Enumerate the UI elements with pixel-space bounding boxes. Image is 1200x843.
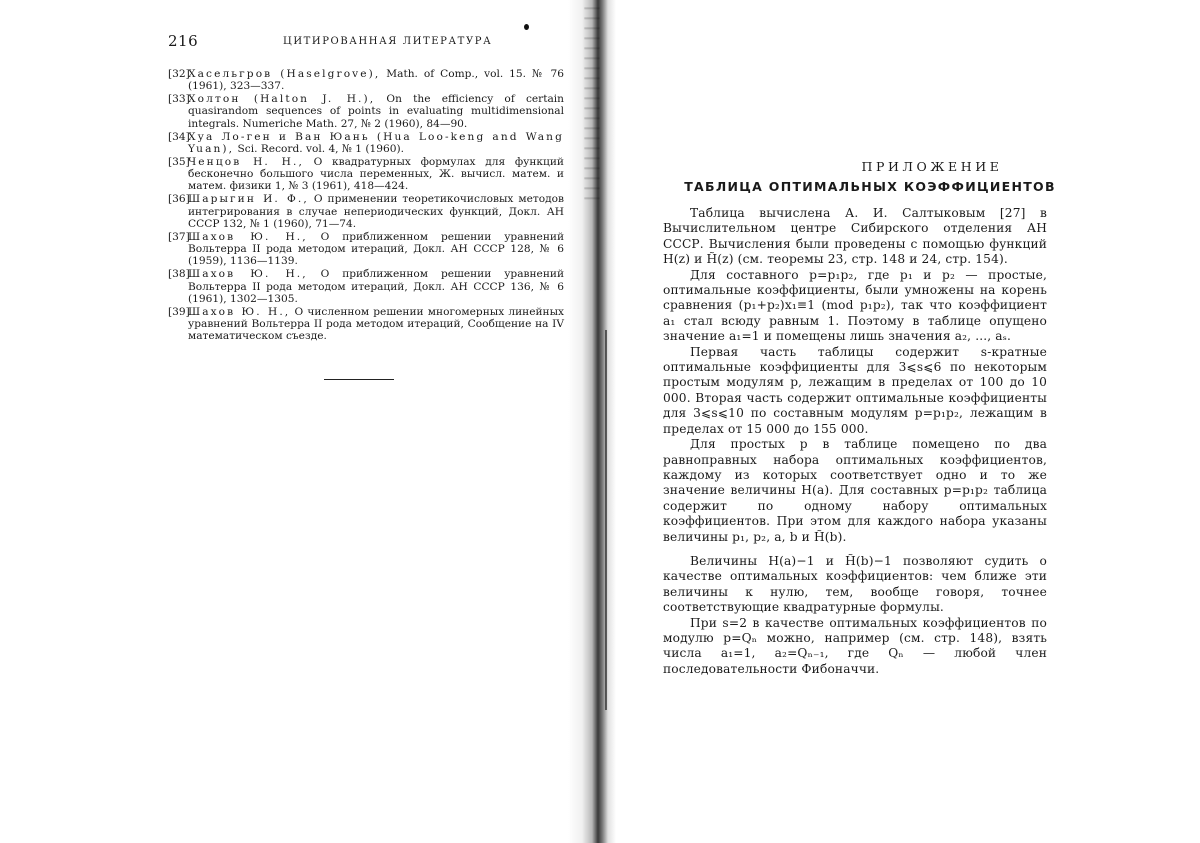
reference-item xyxy=(168,193,564,230)
appendix-body xyxy=(663,206,1047,677)
reference-item xyxy=(168,131,564,156)
body-paragraph: Для составного p=p₁p₂, где p₁ и p₂ — простые, оптимальные коэффициенты, были умножены на корень сравнения (p₁+p₂)x₁≡1 (mod p₁p₂), так что коэффициент a₁ стал всюду равным 1. Поэтому в таблице опущено значение a₁=1 и помещены лишь значения a₂, ..., aₛ. xyxy=(663,267,1047,344)
reference-item xyxy=(168,231,564,268)
reference-text: О приближенном решении уравнений Вольтерра II рода методом итераций, Докл. АН СССР 136, № 6 (1961), 1302—1305. xyxy=(188,268,565,305)
reference-number: [35] xyxy=(168,155,190,168)
reference-author: Холтон (Halton J. H.), xyxy=(188,93,376,106)
reference-number: [37] xyxy=(168,230,190,243)
reference-author: Шахов Ю. Н., xyxy=(188,305,291,318)
reference-item xyxy=(168,68,564,93)
reference-text: О приближенном решении уравнений Вольтерра II рода методом итераций, Докл. АН СССР 128, № 6 (1959), 1136—1139. xyxy=(188,230,565,268)
page-number: 216 xyxy=(168,32,199,50)
ink-spot xyxy=(524,24,529,30)
reference-list xyxy=(168,68,564,343)
reference-text: О квадратурных формулах для функций бесконечно большого числа переменных, Ж. вычисл. матем. и матем. физики 1, № 3 (1961), 418—424. xyxy=(188,155,564,193)
right-page xyxy=(600,0,1200,843)
body-paragraph: Таблица вычислена А. И. Салтыковым [27] в Вычислительном центре Сибирского отделения АН СССР. Вычисления были проведены с помощью функций H(z) и H̃(z) (см. теоремы 23, стр. 148 и 24, стр. 154). xyxy=(663,206,1047,267)
reference-text: О применении теоретикочисловых методов интегрирования в случае непериодических функций, Докл. АН СССР 132, № 1 (1960), 71—74. xyxy=(188,193,564,230)
reference-number: [34] xyxy=(168,130,190,143)
reference-item xyxy=(168,93,564,130)
reference-author: Шахов Ю. Н., xyxy=(188,230,308,243)
reference-item xyxy=(168,306,564,343)
reference-number: [39] xyxy=(168,305,190,318)
reference-number: [33] xyxy=(168,93,190,106)
reference-author: Хасельгров (Haselgrove), xyxy=(188,68,381,80)
section-end-rule xyxy=(324,379,394,380)
reference-text: On the efficiency of certain quasirandom sequences of points in evaluating multidimensional integrals. Numeriche Math. 27, № 2 (1960), 84—90. xyxy=(188,93,564,130)
reference-number: [32] xyxy=(168,68,190,80)
reference-item xyxy=(168,156,564,193)
body-paragraph: Величины H(a)−1 и H̃(b)−1 позволяют судить о качестве оптимальных коэффициентов: чем ближе эти величины к нулю, тем, вообще говоря, точнее соответствующие квадратурные формулы. xyxy=(663,553,1047,615)
reference-text: Sci. Record. vol. 4, № 1 (1960). xyxy=(234,142,405,155)
appendix-title: ТАБЛИЦА ОПТИМАЛЬНЫХ КОЭФФИЦИЕНТОВ xyxy=(684,179,1056,194)
reference-author: Шарыгин И. Ф., xyxy=(188,193,309,206)
appendix-label: ПРИЛОЖЕНИЕ xyxy=(861,159,1003,174)
body-paragraph: Для простых p в таблице помещено по два равноправных набора оптимальных коэффициентов, каждому из которых соответствует одно и то же значение величины H(a). Для составных p=p₁p₂ таблица содержит по одному набору оптимальных коэффициентов. При этом для каждого набора указаны величины p₁, p₂, a, b и H̃(b). xyxy=(663,437,1047,544)
body-paragraph: Первая часть таблицы содержит s-кратные оптимальные коэффициенты для 3⩽s⩽6 по некоторым простым модулям p, лежащим в пределах от 100 до 10 000. Вторая часть содержит оптимальные коэффициенты для 3⩽s⩽10 по составным модулям p=p₁p₂, лежащим в пределах от 15 000 до 155 000. xyxy=(663,344,1047,436)
reference-author: Шахов Ю. Н., xyxy=(188,268,308,281)
reference-item xyxy=(168,268,564,305)
running-head: ЦИТИРОВАННАЯ ЛИТЕРАТУРА xyxy=(283,36,493,47)
reference-author: Хуа Ло-ген и Ван Юань (Hua Loo-keng and Wang Yuan), xyxy=(188,130,564,155)
reference-text: Math. of Comp., vol. 15. № 76 (1961), 323—337. xyxy=(188,68,564,93)
body-paragraph: При s=2 в качестве оптимальных коэффициентов по модулю p=Qₙ можно, например (см. стр. 148), взять числа a₁=1, a₂=Qₙ₋₁, где Qₙ — любой член последовательности Фибоначчи. xyxy=(663,615,1047,676)
reference-text: О численном решении многомерных линейных уравнений Вольтерра II рода методом итераций, Сообщение на IV математическом съезде. xyxy=(188,305,565,343)
reference-number: [38] xyxy=(168,268,190,281)
reference-number: [36] xyxy=(168,193,190,206)
reference-author: Ченцов Н. Н., xyxy=(188,155,304,168)
